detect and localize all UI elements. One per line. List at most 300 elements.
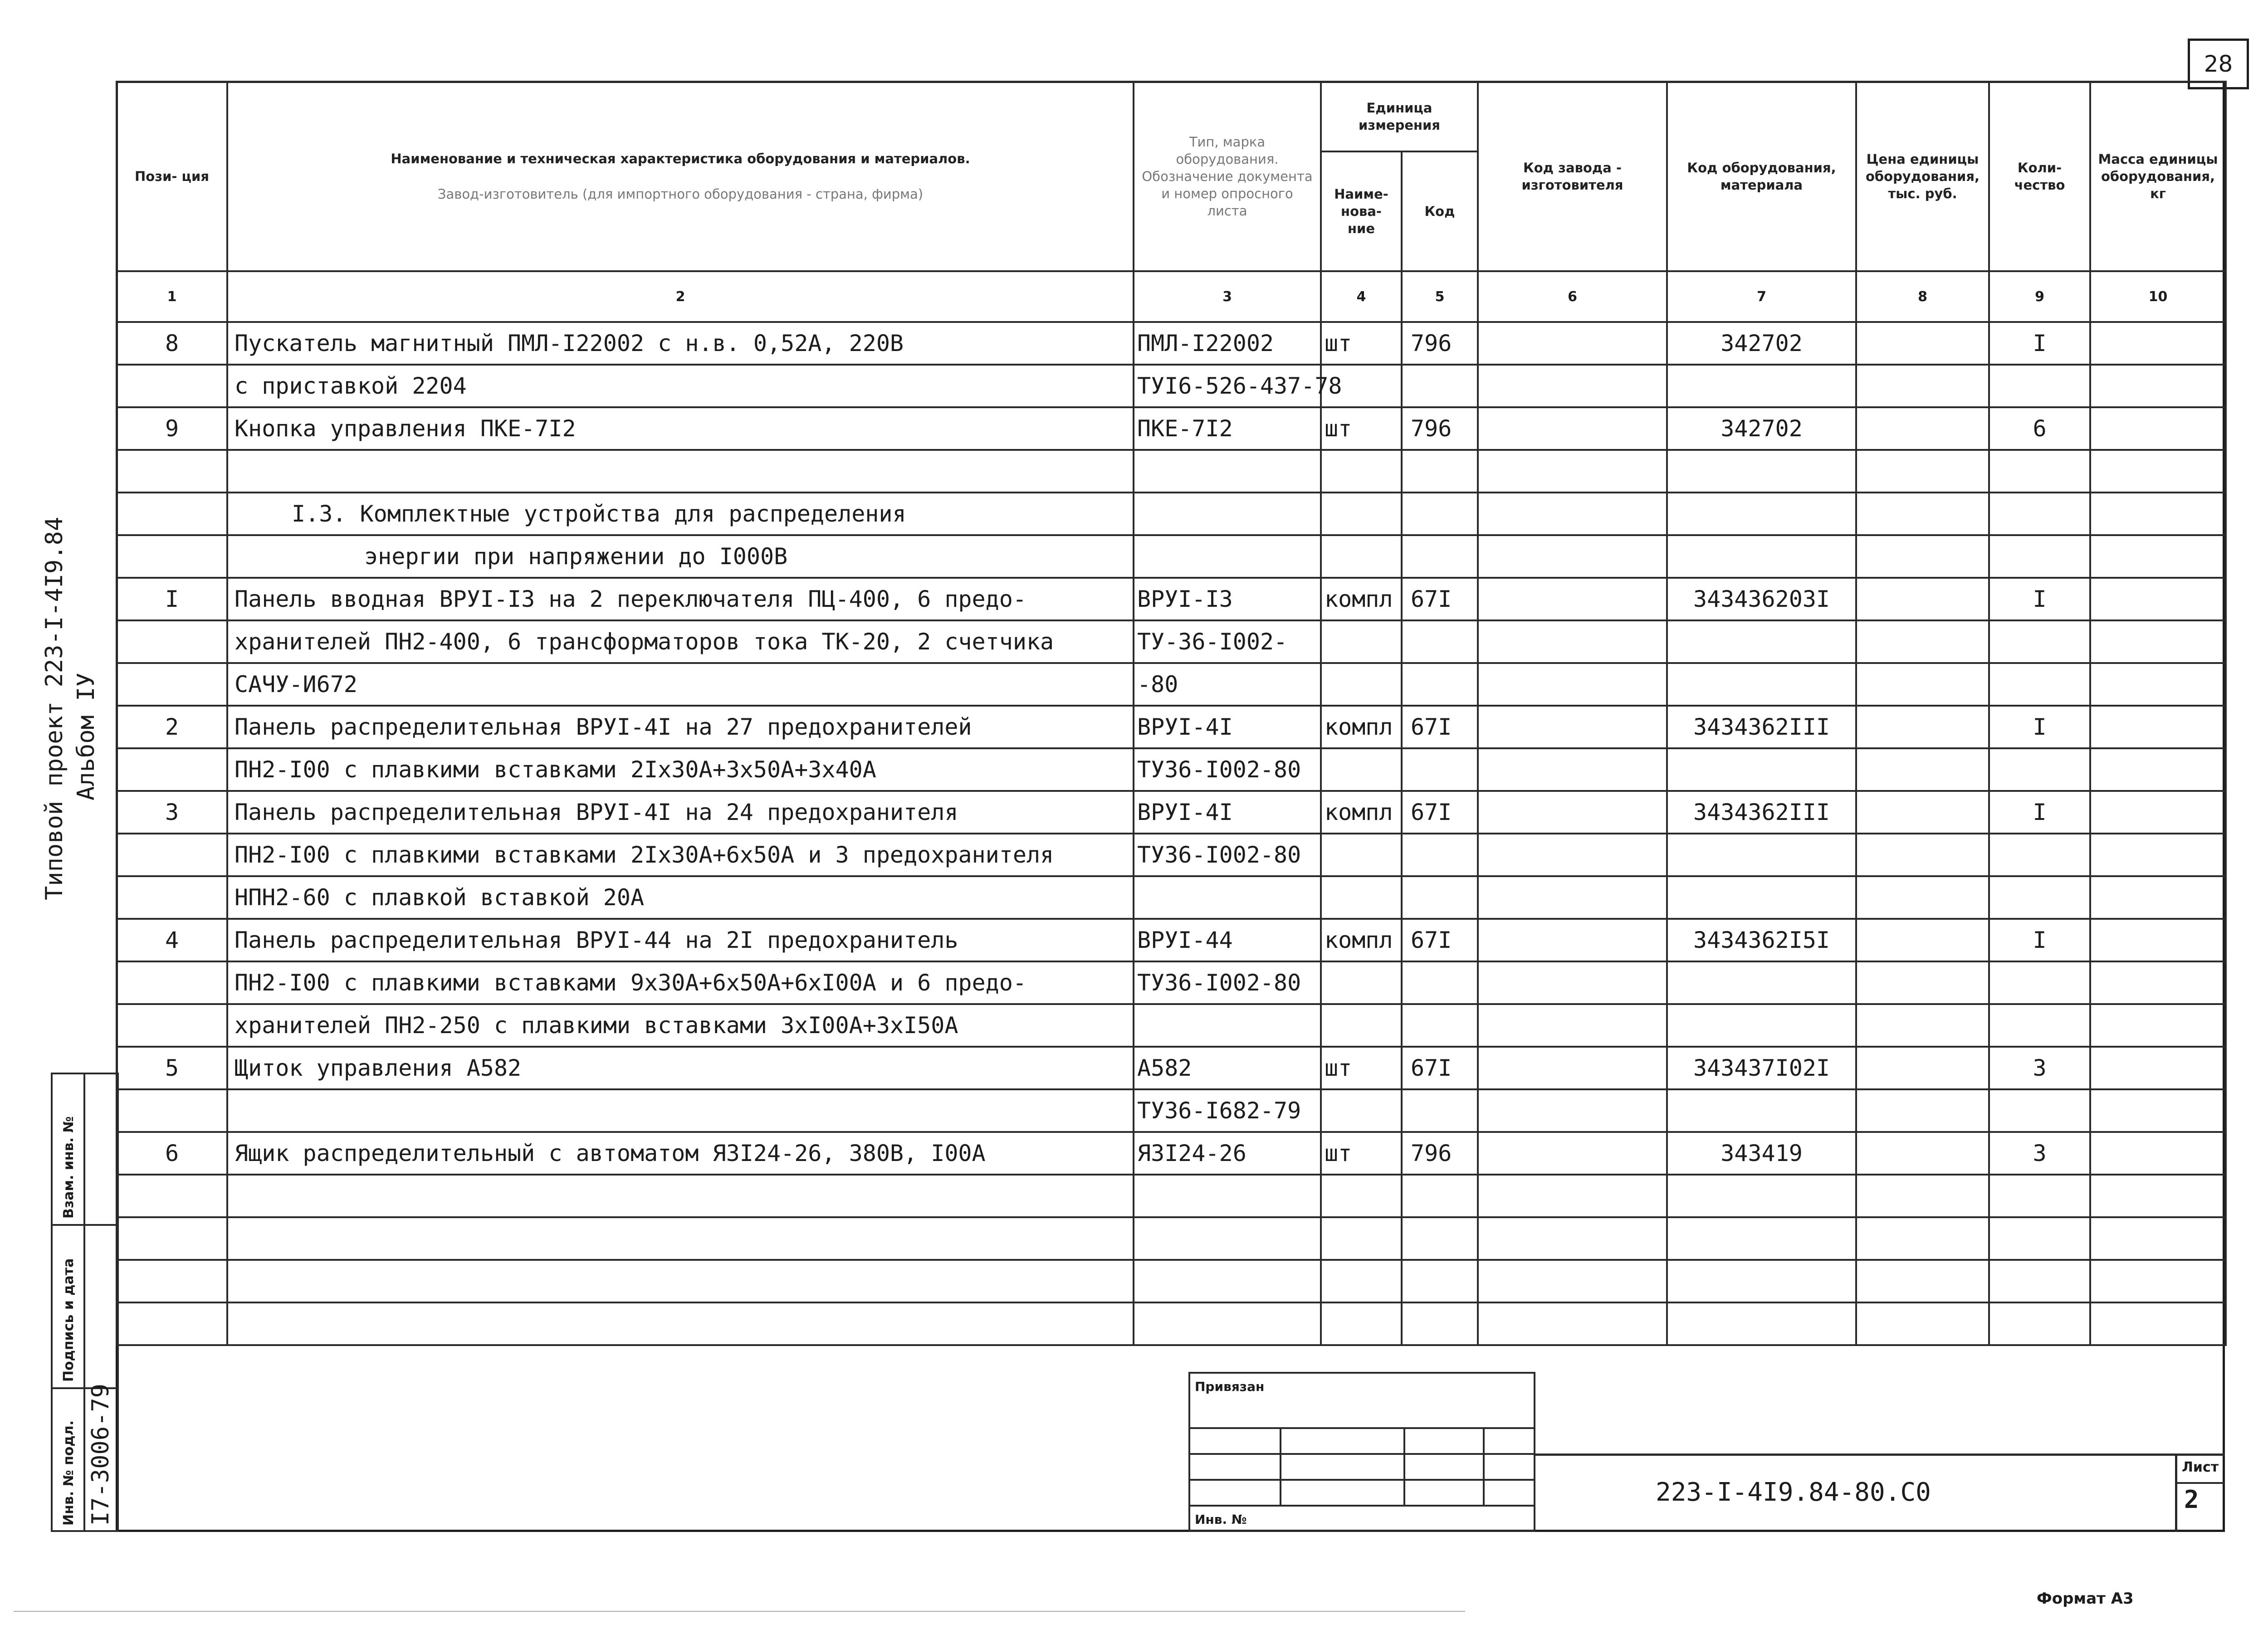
cell-type bbox=[1134, 1175, 1321, 1217]
cell-equip bbox=[1667, 834, 1856, 876]
table-row bbox=[117, 834, 2226, 876]
cell-qty bbox=[1989, 535, 2090, 578]
stamp-line bbox=[1190, 1479, 1534, 1481]
inv-podl-value: I7-3006-79 bbox=[87, 1383, 114, 1526]
cell-unit bbox=[1321, 1089, 1402, 1132]
cell-maker bbox=[1478, 1132, 1667, 1175]
cell-equip: 3434362I5I bbox=[1667, 919, 1856, 961]
project-title-vertical: Типовой проект 223-I-4I9.84 bbox=[41, 517, 68, 900]
stamp-line bbox=[53, 1224, 117, 1226]
cell-unit bbox=[1321, 1004, 1402, 1047]
cell-code bbox=[1402, 620, 1478, 663]
cell-name bbox=[227, 1089, 1134, 1132]
cell-name: Ящик распределительный с автоматом ЯЗI24-26, 380В, I00А bbox=[227, 1132, 1134, 1175]
cell-mass bbox=[2090, 706, 2226, 748]
document-code: 223-I-4I9.84-80.С0 bbox=[1656, 1478, 1931, 1507]
cell-equip bbox=[1667, 961, 1856, 1004]
cell-equip: 343419 bbox=[1667, 1132, 1856, 1175]
cell-type bbox=[1134, 1302, 1321, 1345]
col-number: 9 bbox=[1989, 271, 2090, 322]
cell-unit bbox=[1321, 1175, 1402, 1217]
cell-code bbox=[1402, 1217, 1478, 1260]
cell-unit bbox=[1321, 493, 1402, 535]
cell-price bbox=[1856, 1217, 1989, 1260]
cell-unit bbox=[1321, 450, 1402, 493]
cell-pos bbox=[117, 1175, 227, 1217]
cell-name bbox=[227, 450, 1134, 493]
cell-qty: I bbox=[1989, 578, 2090, 620]
cell-mass bbox=[2090, 663, 2226, 706]
table-row bbox=[117, 578, 2226, 620]
cell-type: ТУ36-I002-80 bbox=[1134, 961, 1321, 1004]
cell-type bbox=[1134, 876, 1321, 919]
cell-code: 67I bbox=[1402, 791, 1478, 834]
cell-type: ПМЛ-I22002 bbox=[1134, 322, 1321, 365]
cell-unit: шт bbox=[1321, 322, 1402, 365]
cell-code bbox=[1402, 1260, 1478, 1302]
inv-no-label: Инв. № bbox=[1195, 1512, 1247, 1527]
header-qty: Коли-чество bbox=[1989, 82, 2090, 271]
cell-name: хранителей ПН2-400, 6 трансформаторов тока ТК-20, 2 счетчика bbox=[227, 620, 1134, 663]
side-stamp bbox=[51, 1073, 119, 1532]
cell-unit bbox=[1321, 876, 1402, 919]
cell-mass bbox=[2090, 450, 2226, 493]
cell-pos bbox=[117, 961, 227, 1004]
cell-pos bbox=[117, 493, 227, 535]
cell-name: Панель распределительная ВРУI-4I на 27 предохранителей bbox=[227, 706, 1134, 748]
album-vertical: Альбом IУ bbox=[73, 673, 100, 800]
cell-mass bbox=[2090, 1004, 2226, 1047]
cell-equip bbox=[1667, 663, 1856, 706]
cell-qty: 3 bbox=[1989, 1047, 2090, 1089]
cell-price bbox=[1856, 450, 1989, 493]
cell-mass bbox=[2090, 791, 2226, 834]
cell-qty bbox=[1989, 876, 2090, 919]
cell-equip bbox=[1667, 365, 1856, 407]
cell-mass bbox=[2090, 1302, 2226, 1345]
cell-mass bbox=[2090, 1132, 2226, 1175]
cell-equip: 34343620ЗI bbox=[1667, 578, 1856, 620]
table-row bbox=[117, 961, 2226, 1004]
cell-type: ТУ-36-I002- bbox=[1134, 620, 1321, 663]
page-number: 28 bbox=[2188, 39, 2249, 89]
cell-type: ВРУI-4I bbox=[1134, 706, 1321, 748]
cell-code: 796 bbox=[1402, 322, 1478, 365]
cell-mass bbox=[2090, 1175, 2226, 1217]
cell-name: с приставкой 2204 bbox=[227, 365, 1134, 407]
stamp-line bbox=[1190, 1453, 1534, 1455]
cell-maker bbox=[1478, 1302, 1667, 1345]
cell-code bbox=[1402, 1302, 1478, 1345]
cell-qty bbox=[1989, 1175, 2090, 1217]
cell-equip bbox=[1667, 1217, 1856, 1260]
table-row bbox=[117, 748, 2226, 791]
cell-pos: 4 bbox=[117, 919, 227, 961]
table-row bbox=[117, 1217, 2226, 1260]
cell-equip: 3434362III bbox=[1667, 706, 1856, 748]
cell-unit: компл bbox=[1321, 578, 1402, 620]
cell-maker bbox=[1478, 365, 1667, 407]
cell-pos bbox=[117, 748, 227, 791]
format-label: Формат А3 bbox=[2037, 1590, 2134, 1608]
bottom-rule bbox=[14, 1611, 1465, 1612]
cell-pos bbox=[117, 450, 227, 493]
stamp-line bbox=[83, 1074, 85, 1530]
col-number: 8 bbox=[1856, 271, 1989, 322]
cell-code bbox=[1402, 663, 1478, 706]
column-number-row bbox=[117, 271, 2226, 322]
cell-maker bbox=[1478, 876, 1667, 919]
cell-name: Панель распределительная ВРУI-4I на 24 предохранителя bbox=[227, 791, 1134, 834]
cell-unit bbox=[1321, 620, 1402, 663]
cell-pos bbox=[117, 834, 227, 876]
cell-price bbox=[1856, 961, 1989, 1004]
table-row bbox=[117, 493, 2226, 535]
cell-name: ПН2-I00 с плавкими вставками 2Iх30А+3х50А+3х40А bbox=[227, 748, 1134, 791]
cell-pos bbox=[117, 876, 227, 919]
cell-qty: I bbox=[1989, 706, 2090, 748]
table-row bbox=[117, 1260, 2226, 1302]
cell-pos bbox=[117, 663, 227, 706]
cell-qty: 3 bbox=[1989, 1132, 2090, 1175]
cell-code bbox=[1402, 493, 1478, 535]
cell-code bbox=[1402, 1175, 1478, 1217]
cell-mass bbox=[2090, 1260, 2226, 1302]
cell-qty: I bbox=[1989, 919, 2090, 961]
header-name bbox=[227, 82, 1134, 271]
cell-price bbox=[1856, 791, 1989, 834]
cell-maker bbox=[1478, 407, 1667, 450]
cell-code bbox=[1402, 365, 1478, 407]
cell-maker bbox=[1478, 450, 1667, 493]
cell-equip bbox=[1667, 748, 1856, 791]
cell-type: ВРУI-4I bbox=[1134, 791, 1321, 834]
cell-qty bbox=[1989, 1004, 2090, 1047]
table-row bbox=[117, 663, 2226, 706]
table-row bbox=[117, 919, 2226, 961]
cell-price bbox=[1856, 834, 1989, 876]
col-number: 3 bbox=[1134, 271, 1321, 322]
cell-maker bbox=[1478, 961, 1667, 1004]
stamp-line bbox=[1280, 1427, 1281, 1505]
cell-price bbox=[1856, 407, 1989, 450]
cell-name bbox=[227, 1302, 1134, 1345]
cell-name bbox=[227, 1175, 1134, 1217]
cell-equip bbox=[1667, 535, 1856, 578]
cell-pos: 6 bbox=[117, 1132, 227, 1175]
cell-maker bbox=[1478, 1047, 1667, 1089]
table-row bbox=[117, 620, 2226, 663]
cell-price bbox=[1856, 919, 1989, 961]
cell-unit bbox=[1321, 663, 1402, 706]
cell-code bbox=[1402, 876, 1478, 919]
table-row bbox=[117, 365, 2226, 407]
table-row bbox=[117, 876, 2226, 919]
col-number: 10 bbox=[2090, 271, 2226, 322]
cell-qty bbox=[1989, 748, 2090, 791]
cell-mass bbox=[2090, 365, 2226, 407]
cell-qty bbox=[1989, 1217, 2090, 1260]
cell-name: Кнопка управления ПКЕ-7I2 bbox=[227, 407, 1134, 450]
cell-pos bbox=[117, 1217, 227, 1260]
cell-mass bbox=[2090, 322, 2226, 365]
cell-unit: шт bbox=[1321, 1132, 1402, 1175]
cell-pos: 2 bbox=[117, 706, 227, 748]
cell-price bbox=[1856, 876, 1989, 919]
cell-type bbox=[1134, 1260, 1321, 1302]
cell-pos bbox=[117, 535, 227, 578]
cell-qty bbox=[1989, 663, 2090, 706]
table-row bbox=[117, 407, 2226, 450]
cell-price bbox=[1856, 706, 1989, 748]
cell-type bbox=[1134, 1217, 1321, 1260]
header-mass: Масса единицы оборудования, кг bbox=[2090, 82, 2226, 271]
col-number: 6 bbox=[1478, 271, 1667, 322]
cell-type: ТУ36-I002-80 bbox=[1134, 748, 1321, 791]
cell-pos: 3 bbox=[117, 791, 227, 834]
cell-name: энергии при напряжении до I000В bbox=[227, 535, 1134, 578]
cell-price bbox=[1856, 578, 1989, 620]
table-row bbox=[117, 1047, 2226, 1089]
cell-type: ВРУI-44 bbox=[1134, 919, 1321, 961]
cell-type bbox=[1134, 493, 1321, 535]
stamp-line bbox=[2175, 1454, 2177, 1532]
cell-qty: I bbox=[1989, 322, 2090, 365]
cell-pos bbox=[117, 1302, 227, 1345]
cell-maker bbox=[1478, 919, 1667, 961]
cell-pos bbox=[117, 620, 227, 663]
cell-price bbox=[1856, 493, 1989, 535]
cell-equip bbox=[1667, 493, 1856, 535]
cell-mass bbox=[2090, 1089, 2226, 1132]
cell-name: I.3. Комплектные устройства для распределения bbox=[227, 493, 1134, 535]
cell-qty bbox=[1989, 620, 2090, 663]
cell-maker bbox=[1478, 748, 1667, 791]
stamp-line bbox=[1535, 1454, 2225, 1456]
cell-equip bbox=[1667, 450, 1856, 493]
cell-pos: 9 bbox=[117, 407, 227, 450]
header-unit-name: Наиме-нова-ние bbox=[1321, 151, 1402, 271]
cell-type bbox=[1134, 1004, 1321, 1047]
inv-podl-label: Инв. № подл. bbox=[61, 1420, 77, 1526]
header-equip-code: Код оборудования, материала bbox=[1667, 82, 1856, 271]
stamp-line bbox=[1190, 1505, 1534, 1507]
cell-maker bbox=[1478, 1004, 1667, 1047]
cell-equip bbox=[1667, 1302, 1856, 1345]
cell-qty bbox=[1989, 1260, 2090, 1302]
cell-name: Щиток управления А582 bbox=[227, 1047, 1134, 1089]
cell-name bbox=[227, 1260, 1134, 1302]
cell-unit: компл bbox=[1321, 791, 1402, 834]
cell-unit bbox=[1321, 961, 1402, 1004]
cell-code bbox=[1402, 834, 1478, 876]
table-header-row-1 bbox=[117, 82, 2226, 151]
cell-code bbox=[1402, 748, 1478, 791]
cell-unit bbox=[1321, 748, 1402, 791]
cell-maker bbox=[1478, 620, 1667, 663]
cell-unit: шт bbox=[1321, 407, 1402, 450]
cell-name: Панель распределительная ВРУI-44 на 2I предохранитель bbox=[227, 919, 1134, 961]
cell-price bbox=[1856, 1004, 1989, 1047]
cell-name: НПН2-60 с плавкой вставкой 20А bbox=[227, 876, 1134, 919]
privyazan-box bbox=[1188, 1372, 1535, 1532]
cell-maker bbox=[1478, 578, 1667, 620]
cell-code: 796 bbox=[1402, 407, 1478, 450]
cell-mass bbox=[2090, 919, 2226, 961]
cell-maker bbox=[1478, 1217, 1667, 1260]
cell-unit bbox=[1321, 535, 1402, 578]
cell-code: 67I bbox=[1402, 706, 1478, 748]
cell-mass bbox=[2090, 1047, 2226, 1089]
cell-equip: 3434362III bbox=[1667, 791, 1856, 834]
cell-equip bbox=[1667, 620, 1856, 663]
cell-maker bbox=[1478, 1089, 1667, 1132]
cell-qty: 6 bbox=[1989, 407, 2090, 450]
cell-name: ПН2-I00 с плавкими вставками 9х30А+6х50А+6хI00А и 6 предо- bbox=[227, 961, 1134, 1004]
cell-mass bbox=[2090, 748, 2226, 791]
cell-maker bbox=[1478, 493, 1667, 535]
cell-price bbox=[1856, 663, 1989, 706]
specification-table bbox=[116, 81, 2227, 1346]
stamp-line bbox=[2175, 1482, 2225, 1484]
cell-equip bbox=[1667, 1260, 1856, 1302]
table-row bbox=[117, 791, 2226, 834]
header-price: Цена единицы оборудования, тыс. руб. bbox=[1856, 82, 1989, 271]
cell-code bbox=[1402, 450, 1478, 493]
cell-pos bbox=[117, 365, 227, 407]
stamp-line bbox=[1190, 1427, 1534, 1429]
cell-price bbox=[1856, 1047, 1989, 1089]
cell-price bbox=[1856, 535, 1989, 578]
cell-name: САЧУ-И672 bbox=[227, 663, 1134, 706]
cell-mass bbox=[2090, 535, 2226, 578]
cell-code bbox=[1402, 1004, 1478, 1047]
privyazan-label: Привязан bbox=[1195, 1379, 1265, 1394]
stamp-line bbox=[1403, 1427, 1405, 1505]
cell-name: Панель вводная ВРУI-I3 на 2 переключателя ПЦ-400, 6 предо- bbox=[227, 578, 1134, 620]
cell-equip bbox=[1667, 1089, 1856, 1132]
stamp-line bbox=[1483, 1427, 1485, 1505]
table-row bbox=[117, 322, 2226, 365]
cell-price bbox=[1856, 1260, 1989, 1302]
cell-equip bbox=[1667, 876, 1856, 919]
table-body bbox=[117, 322, 2226, 1345]
cell-unit bbox=[1321, 1217, 1402, 1260]
cell-code: 67I bbox=[1402, 578, 1478, 620]
table-row bbox=[117, 1089, 2226, 1132]
cell-name bbox=[227, 1217, 1134, 1260]
cell-type bbox=[1134, 535, 1321, 578]
cell-price bbox=[1856, 1175, 1989, 1217]
cell-code: 67I bbox=[1402, 919, 1478, 961]
cell-code bbox=[1402, 961, 1478, 1004]
cell-mass bbox=[2090, 620, 2226, 663]
cell-type: ТУ36-I002-80 bbox=[1134, 834, 1321, 876]
cell-type: ЯЗI24-26 bbox=[1134, 1132, 1321, 1175]
cell-name: Пускатель магнитный ПМЛ-I22002 с н.в. 0,52А, 220В bbox=[227, 322, 1134, 365]
cell-maker bbox=[1478, 1175, 1667, 1217]
cell-pos: 8 bbox=[117, 322, 227, 365]
cell-type: ТУ36-I682-79 bbox=[1134, 1089, 1321, 1132]
col-number: 1 bbox=[117, 271, 227, 322]
header-unit-code: Код bbox=[1402, 151, 1478, 271]
cell-name: ПН2-I00 с плавкими вставками 2Iх30А+6х50А и 3 предохранителя bbox=[227, 834, 1134, 876]
table-row bbox=[117, 535, 2226, 578]
cell-pos: 5 bbox=[117, 1047, 227, 1089]
cell-mass bbox=[2090, 961, 2226, 1004]
cell-qty bbox=[1989, 834, 2090, 876]
cell-unit bbox=[1321, 1302, 1402, 1345]
cell-mass bbox=[2090, 407, 2226, 450]
cell-code: 67I bbox=[1402, 1047, 1478, 1089]
cell-qty bbox=[1989, 1089, 2090, 1132]
cell-price bbox=[1856, 620, 1989, 663]
cell-mass bbox=[2090, 876, 2226, 919]
header-maker-code: Код завода - изготовителя bbox=[1478, 82, 1667, 271]
cell-equip bbox=[1667, 1175, 1856, 1217]
cell-code bbox=[1402, 535, 1478, 578]
cell-mass bbox=[2090, 834, 2226, 876]
header-position: Пози- ция bbox=[117, 82, 227, 271]
cell-pos: I bbox=[117, 578, 227, 620]
cell-maker bbox=[1478, 1260, 1667, 1302]
table-row bbox=[117, 1175, 2226, 1217]
cell-equip: 342702 bbox=[1667, 407, 1856, 450]
cell-type: -80 bbox=[1134, 663, 1321, 706]
cell-pos bbox=[117, 1004, 227, 1047]
table-row bbox=[117, 450, 2226, 493]
cell-qty bbox=[1989, 961, 2090, 1004]
cell-price bbox=[1856, 1132, 1989, 1175]
col-number: 2 bbox=[227, 271, 1134, 322]
cell-qty bbox=[1989, 450, 2090, 493]
cell-code bbox=[1402, 1089, 1478, 1132]
sheet-number: 2 bbox=[2184, 1485, 2199, 1514]
cell-unit bbox=[1321, 1260, 1402, 1302]
cell-type bbox=[1134, 450, 1321, 493]
cell-maker bbox=[1478, 706, 1667, 748]
cell-maker bbox=[1478, 791, 1667, 834]
cell-price bbox=[1856, 748, 1989, 791]
cell-equip: 342702 bbox=[1667, 322, 1856, 365]
cell-qty bbox=[1989, 365, 2090, 407]
cell-equip bbox=[1667, 1004, 1856, 1047]
table-row bbox=[117, 1132, 2226, 1175]
cell-pos bbox=[117, 1089, 227, 1132]
cell-price bbox=[1856, 1302, 1989, 1345]
cell-name: хранителей ПН2-250 с плавкими вставками 3хI00А+3хI50А bbox=[227, 1004, 1134, 1047]
cell-code: 796 bbox=[1402, 1132, 1478, 1175]
cell-unit bbox=[1321, 834, 1402, 876]
cell-maker bbox=[1478, 834, 1667, 876]
header-name-main: Наименование и техническая характеристика оборудования и материалов. bbox=[391, 151, 970, 166]
table-row bbox=[117, 1302, 2226, 1345]
cell-price bbox=[1856, 365, 1989, 407]
cell-price bbox=[1856, 1089, 1989, 1132]
cell-maker bbox=[1478, 663, 1667, 706]
cell-mass bbox=[2090, 493, 2226, 535]
cell-type: ПКЕ-7I2 bbox=[1134, 407, 1321, 450]
sheet-label: Лист bbox=[2182, 1459, 2219, 1475]
vzam-inv-label: Взам. инв. № bbox=[61, 1116, 77, 1219]
cell-unit: компл bbox=[1321, 919, 1402, 961]
cell-qty bbox=[1989, 493, 2090, 535]
col-number: 7 bbox=[1667, 271, 1856, 322]
cell-mass bbox=[2090, 1217, 2226, 1260]
cell-unit: шт bbox=[1321, 1047, 1402, 1089]
cell-qty: I bbox=[1989, 791, 2090, 834]
col-number: 4 bbox=[1321, 271, 1402, 322]
